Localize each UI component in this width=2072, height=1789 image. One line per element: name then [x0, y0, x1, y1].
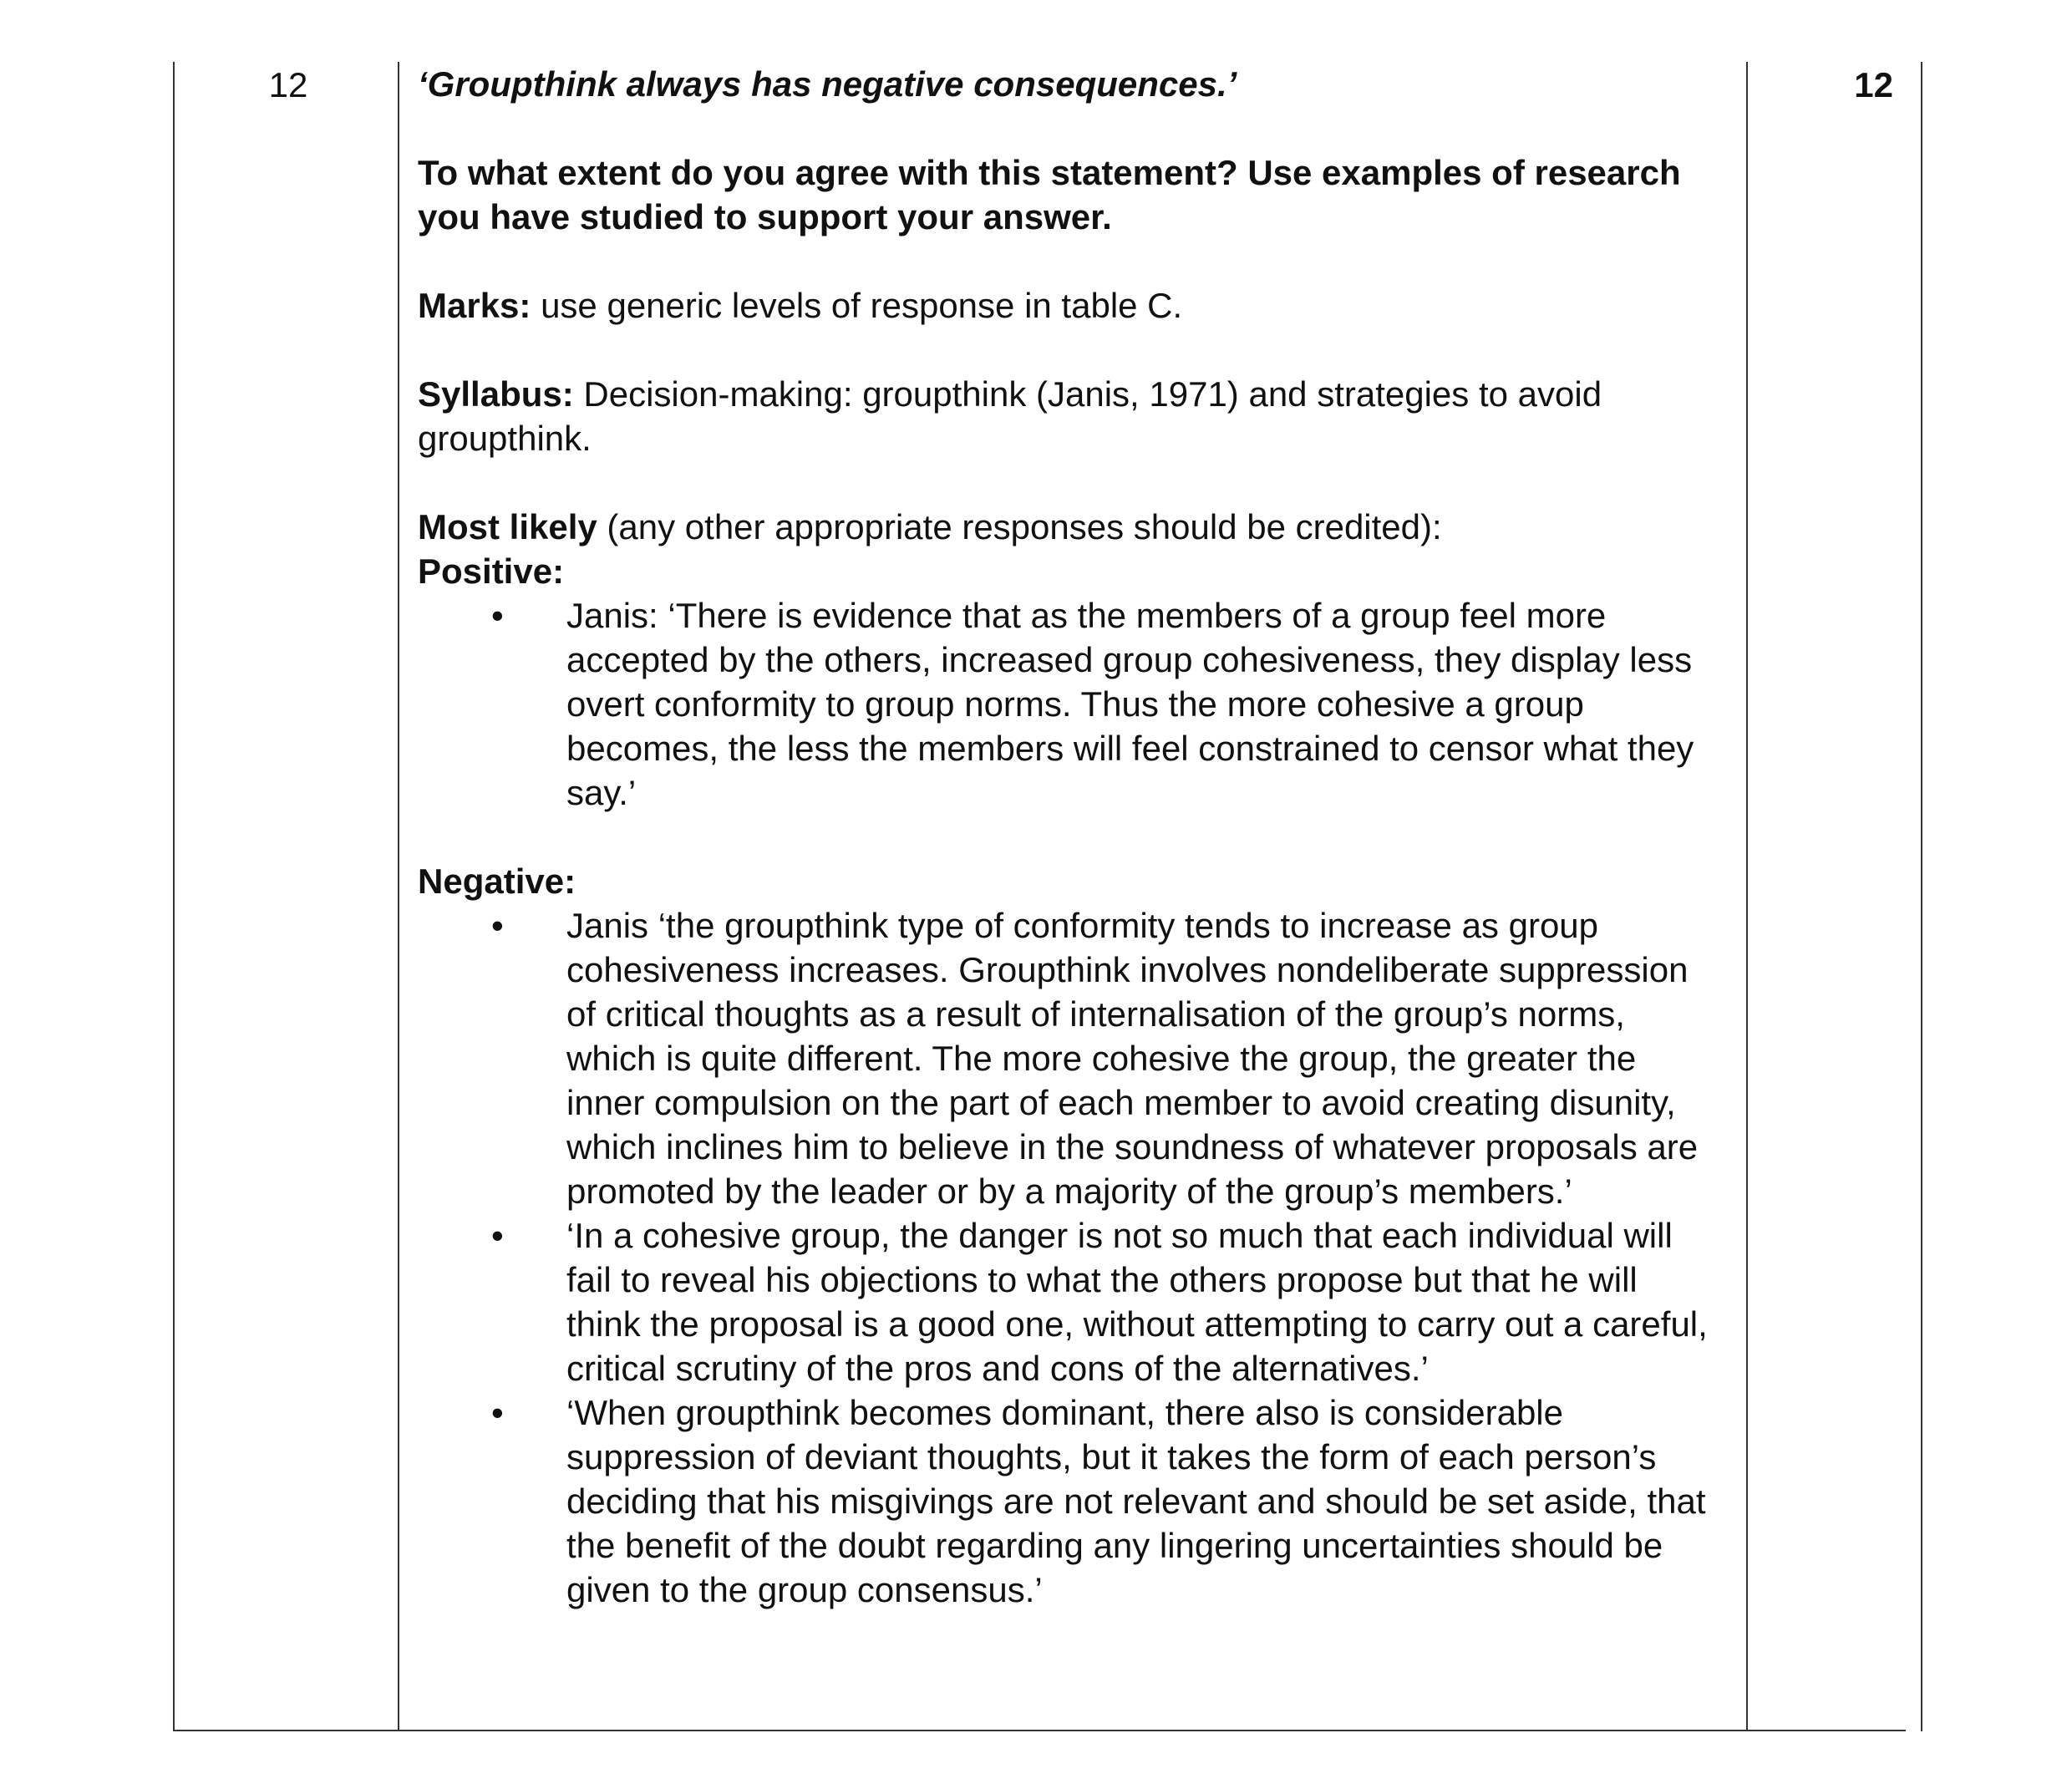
list-item: [418, 593, 1721, 815]
table-border-answer-col: [1746, 62, 1748, 1731]
statement: ‘Groupthink always has negative consequences.’: [418, 64, 1237, 104]
list-item: [418, 1390, 1721, 1612]
most-likely: [418, 505, 1721, 549]
positive-list: [418, 593, 1721, 815]
table-border-left: [173, 62, 175, 1731]
table-border-question-col: [398, 62, 399, 1731]
syllabus-label: Syllabus:: [418, 374, 574, 414]
marks-text: use generic levels of response in table C.: [531, 286, 1183, 325]
question-text: To what extent do you agree with this statement? Use examples of research you have studied to support your answer.: [418, 153, 1681, 236]
syllabus: [418, 372, 1721, 460]
table-border-bottom: [173, 1730, 1906, 1731]
total-marks: 12: [1854, 65, 1893, 104]
negative-heading: Negative:: [418, 861, 576, 901]
most-likely-text: (any other appropriate responses should be credited):: [597, 507, 1442, 546]
negative-list: [418, 903, 1721, 1612]
negative-item-text: ‘In a cohesive group, the danger is not so much that each individual will fail to reveal his objections to what the others propose but that he will think the proposal is a good one, without attempting to carry out a careful, critical scrutiny of the pros and cons of the alternatives.’: [566, 1216, 1708, 1388]
positive-heading: Positive:: [418, 551, 565, 591]
bullet-icon: •: [491, 596, 504, 635]
list-item: [418, 903, 1721, 1213]
negative-item-text: Janis ‘the groupthink type of conformity tends to increase as group cohesiveness increases. Groupthink involves nondeliberate suppression of critical thoughts as a result of internalisation of the group’s norms, which is quite different. The more cohesive the group, the greater the inner compulsion on the part of each member to avoid creating disunity, which inclines him to believe in the soundness of whatever proposals are promoted by the leader or by a majority of the group’s members.’: [566, 906, 1699, 1211]
list-item: [418, 1213, 1721, 1390]
marks-label: Marks:: [418, 286, 531, 325]
positive-item-text: Janis: ‘There is evidence that as the members of a group feel more accepted by the others, increased group cohesiveness, they display less overt conformity to group norms. Thus the more cohesive a group becomes, the less the members will feel constrained to censor what they say.’: [566, 596, 1694, 812]
bullet-icon: •: [491, 906, 504, 945]
bullet-icon: •: [491, 1393, 504, 1432]
table-border-right: [1921, 62, 1922, 1731]
question-number: 12: [268, 65, 308, 104]
syllabus-text: Decision-making: groupthink (Janis, 1971) and strategies to avoid groupthink.: [418, 374, 1602, 458]
negative-item-text: ‘When groupthink becomes dominant, there also is considerable suppression of deviant thoughts, but it takes the form of each person’s deciding that his misgivings are not relevant and should be set aside, that the benefit of the doubt regarding any lingering uncertainties should be given to the group consensus.’: [566, 1393, 1706, 1609]
bullet-icon: •: [491, 1216, 504, 1255]
answer-content: [418, 62, 1721, 1612]
most-likely-label: Most likely: [418, 507, 597, 546]
marks-guidance: [418, 283, 1721, 328]
